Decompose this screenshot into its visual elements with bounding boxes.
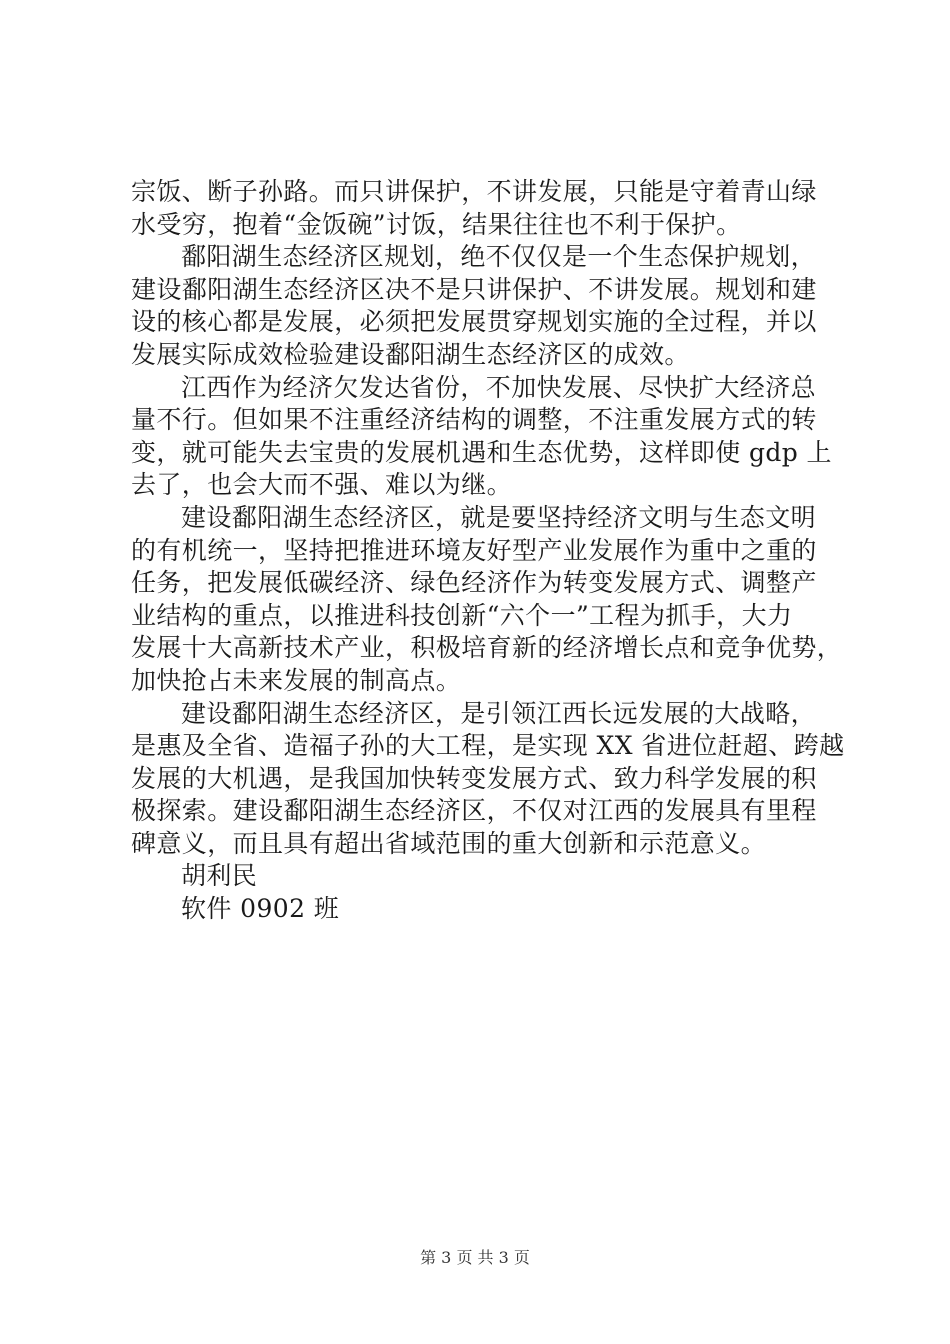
- paragraph-line: 任务，把发展低碳经济、绿色经济作为转变发展方式、调整产: [131, 568, 817, 598]
- paragraph-line: 发展十大高新技术产业，积极培育新的经济增长点和竞争优势，: [131, 633, 843, 663]
- paragraph-line: 变，就可能失去宝贵的发展机遇和生态优势，这样即使 gdp 上: [131, 437, 832, 467]
- paragraph-line: 建设鄱阳湖生态经济区，是引领江西长远发展的大战略，: [181, 698, 817, 728]
- document-body: [131, 176, 845, 926]
- paragraph-line: 水受穷，抱着“金饭碗”讨饭，结果往往也不利于保护。: [131, 209, 742, 239]
- paragraph-line: 建设鄱阳湖生态经济区，就是要坚持经济文明与生态文明: [181, 502, 817, 532]
- paragraph-line: 发展的大机遇，是我国加快转变发展方式、致力科学发展的积: [131, 763, 817, 793]
- paragraph-line: 宗饭、断子孙路。而只讲保护，不讲发展，只能是守着青山绿: [131, 177, 817, 206]
- paragraph-line: 碑意义，而且具有超出省域范围的重大创新和示范意义。: [131, 828, 767, 858]
- paragraph-line: 加快抢占未来发展的制高点。: [131, 665, 462, 695]
- paragraph-line: 鄱阳湖生态经济区规划，绝不仅仅是一个生态保护规划，: [181, 242, 817, 272]
- paragraph-line: 发展实际成效检验建设鄱阳湖生态经济区的成效。: [131, 339, 690, 369]
- paragraph-line: 建设鄱阳湖生态经济区决不是只讲保护、不讲发展。规划和建: [131, 274, 817, 304]
- page-footer: 第 3 页 共 3 页: [420, 1248, 530, 1267]
- paragraph-line: 设的核心都是发展，必须把发展贯穿规划实施的全过程，并以: [131, 307, 817, 337]
- paragraph-line: 业结构的重点，以推进科技创新“六个一”工程为抓手，大力: [131, 600, 793, 630]
- author-class: 软件 0902 班: [181, 894, 340, 924]
- paragraph-line: 江西作为经济欠发达省份，不加快发展、尽快扩大经济总: [181, 372, 817, 402]
- paragraph-line: 量不行。但如果不注重经济结构的调整，不注重发展方式的转: [131, 405, 817, 435]
- author-name: 胡利民: [181, 861, 258, 891]
- paragraph-line: 极探索。建设鄱阳湖生态经济区，不仅对江西的发展具有里程: [131, 796, 817, 826]
- paragraph-line: 的有机统一，坚持把推进环境友好型产业发展作为重中之重的: [131, 535, 817, 565]
- paragraph-line: 去了，也会大而不强、难以为继。: [131, 470, 513, 500]
- paragraph-line: 是惠及全省、造福子孙的大工程，是实现 XX 省进位赶超、跨越: [131, 731, 845, 761]
